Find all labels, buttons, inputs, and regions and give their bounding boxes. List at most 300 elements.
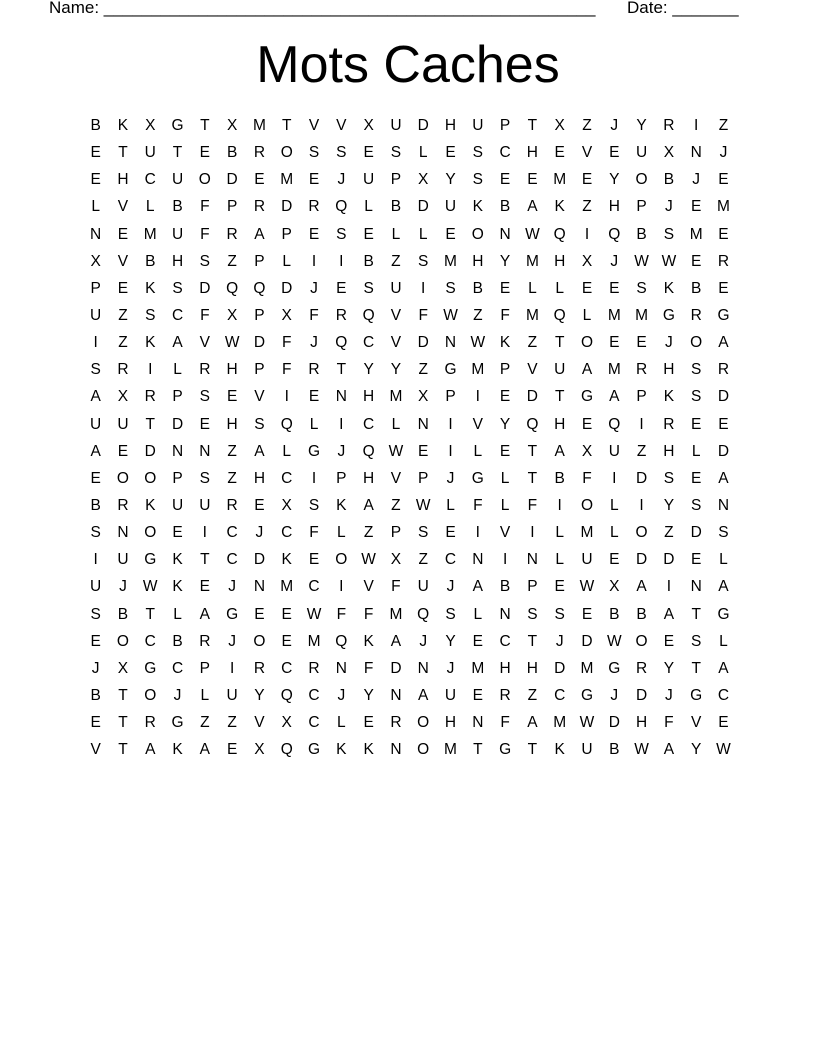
grid-letter: D	[690, 524, 702, 542]
grid-letter: E	[308, 388, 320, 406]
grid-letter: J	[610, 117, 619, 135]
grid-letter: E	[254, 497, 265, 515]
grid-letter: C	[499, 632, 511, 650]
grid-letter: H	[444, 117, 457, 135]
grid-letter: L	[528, 279, 537, 297]
grid-letter: C	[281, 524, 293, 542]
grid-letter: W	[224, 334, 240, 352]
grid-letter: N	[690, 144, 702, 162]
grid-letter: Q	[226, 279, 239, 297]
grid-letter: U	[635, 144, 648, 162]
grid-letter: J	[255, 524, 264, 542]
grid-letter: N	[335, 388, 347, 406]
grid-letter: E	[718, 171, 729, 189]
grid-letter: O	[253, 632, 266, 650]
grid-letter: F	[336, 605, 347, 623]
grid-letter: R	[390, 714, 402, 732]
grid-letter: G	[307, 442, 321, 460]
grid-letter: L	[719, 632, 728, 650]
grid-letter: B	[172, 632, 183, 650]
grid-letter: L	[500, 469, 510, 487]
grid-letter: E	[663, 632, 675, 650]
grid-letter: P	[199, 659, 210, 677]
grid-letter: N	[717, 497, 730, 515]
grid-row	[82, 601, 738, 628]
grid-letter: Y	[663, 659, 675, 677]
grid-row	[82, 465, 738, 492]
grid-letter: E	[691, 469, 702, 487]
grid-letter: Z	[527, 334, 538, 352]
grid-letter: J	[119, 578, 127, 596]
grid-letter: E	[581, 415, 593, 433]
grid-letter: R	[253, 659, 266, 677]
grid-letter: J	[91, 659, 100, 677]
grid-letter: U	[90, 415, 102, 433]
grid-letter: Z	[227, 442, 237, 460]
date-field-label: Date: _______	[627, 0, 739, 17]
grid-letter: R	[117, 497, 129, 515]
grid-letter: K	[172, 741, 183, 759]
grid-letter: W	[716, 741, 731, 759]
grid-letter: O	[580, 497, 594, 515]
grid-letter: I	[229, 659, 235, 677]
grid-letter: G	[471, 469, 484, 487]
grid-letter: M	[471, 659, 485, 677]
grid-letter: B	[226, 144, 238, 162]
grid-letter: L	[337, 714, 346, 732]
grid-letter: C	[717, 687, 730, 705]
grid-letter: G	[662, 307, 675, 325]
grid-letter: S	[336, 144, 347, 162]
grid-letter: A	[663, 741, 675, 759]
grid-letter: I	[448, 442, 453, 460]
grid-letter: K	[172, 578, 183, 596]
grid-letter: Q	[280, 687, 293, 705]
grid-letter: S	[445, 279, 456, 297]
grid-letter: Z	[118, 307, 128, 325]
grid-letter: L	[719, 551, 728, 569]
grid-letter: J	[692, 171, 701, 189]
grid-letter: C	[144, 171, 156, 189]
grid-letter: D	[390, 659, 402, 677]
grid-letter: F	[281, 334, 292, 352]
grid-letter: S	[145, 307, 156, 325]
grid-letter: P	[445, 388, 456, 406]
grid-letter: N	[390, 741, 402, 759]
grid-letter: S	[472, 171, 483, 189]
grid-letter: T	[118, 741, 128, 759]
grid-letter: D	[635, 469, 648, 487]
grid-letter: U	[117, 551, 129, 569]
grid-letter: K	[363, 632, 374, 650]
grid-letter: A	[199, 605, 210, 623]
grid-letter: E	[472, 632, 483, 650]
grid-letter: T	[118, 687, 128, 705]
grid-letter: G	[171, 714, 184, 732]
grid-letter: M	[444, 741, 457, 759]
grid-row	[82, 275, 738, 302]
grid-letter: T	[200, 551, 210, 569]
grid-letter: L	[418, 144, 428, 162]
grid-letter: Q	[553, 307, 566, 325]
grid-letter: E	[691, 415, 702, 433]
grid-letter: Q	[417, 605, 430, 623]
grid-letter: V	[472, 415, 483, 433]
grid-letter: L	[473, 442, 483, 460]
grid-letter: V	[254, 388, 265, 406]
grid-letter: G	[499, 741, 512, 759]
grid-letter: U	[390, 117, 402, 135]
grid-letter: H	[663, 442, 675, 460]
grid-letter: U	[444, 198, 457, 216]
grid-letter: J	[228, 632, 236, 650]
grid-letter: L	[473, 605, 483, 623]
header-row	[49, 0, 739, 18]
grid-letter: U	[390, 279, 402, 297]
grid-letter: Q	[280, 415, 293, 433]
grid-letter: O	[417, 714, 430, 732]
grid-letter: U	[171, 171, 184, 189]
grid-letter: S	[308, 497, 320, 515]
grid-letter: S	[199, 252, 210, 270]
grid-row	[82, 193, 738, 220]
grid-letter: C	[308, 687, 320, 705]
grid-letter: W	[525, 225, 540, 243]
grid-letter: Y	[663, 497, 675, 515]
grid-letter: K	[145, 497, 156, 515]
grid-letter: X	[281, 307, 292, 325]
grid-letter: H	[253, 469, 266, 487]
grid-letter: I	[639, 497, 644, 515]
grid-letter: A	[172, 334, 183, 352]
grid-letter: A	[90, 442, 101, 460]
grid-letter: E	[499, 388, 511, 406]
grid-letter: Q	[335, 198, 348, 216]
grid-letter: E	[281, 632, 292, 650]
grid-letter: E	[718, 225, 729, 243]
grid-letter: G	[444, 361, 457, 379]
grid-letter: D	[253, 334, 266, 352]
grid-row	[82, 438, 738, 465]
grid-letter: R	[199, 361, 211, 379]
grid-letter: P	[418, 469, 429, 487]
grid-letter: R	[253, 198, 266, 216]
grid-letter: E	[609, 334, 620, 352]
grid-row	[82, 166, 738, 193]
grid-letter: D	[417, 117, 429, 135]
grid-letter: M	[143, 225, 157, 243]
grid-letter: D	[663, 551, 675, 569]
grid-letter: M	[580, 659, 594, 677]
name-field-label: Name: ____________________________________________________	[49, 0, 596, 17]
grid-letter: Y	[363, 361, 374, 379]
grid-letter: Q	[335, 632, 348, 650]
grid-letter: U	[581, 551, 593, 569]
grid-letter: I	[202, 524, 207, 542]
grid-letter: O	[335, 551, 348, 569]
grid-letter: V	[527, 361, 538, 379]
grid-letter: A	[199, 741, 210, 759]
grid-letter: H	[226, 415, 238, 433]
grid-letter: E	[499, 442, 511, 460]
grid-letter: R	[253, 144, 266, 162]
grid-letter: B	[472, 279, 483, 297]
grid-letter: E	[527, 171, 538, 189]
grid-letter: C	[554, 687, 566, 705]
grid-letter: I	[339, 252, 344, 270]
grid-letter: C	[281, 659, 293, 677]
grid-letter: J	[446, 578, 455, 596]
grid-letter: V	[117, 252, 129, 270]
grid-letter: A	[254, 225, 265, 243]
grid-letter: L	[145, 198, 155, 216]
grid-letter: H	[554, 252, 566, 270]
grid-letter: T	[691, 659, 701, 677]
grid-letter: P	[226, 198, 238, 216]
grid-letter: X	[226, 117, 238, 135]
grid-letter: M	[553, 714, 567, 732]
grid-letter: O	[116, 469, 129, 487]
grid-letter: M	[553, 171, 567, 189]
grid-letter: K	[336, 497, 347, 515]
grid-letter: E	[281, 605, 292, 623]
grid-letter: B	[609, 605, 620, 623]
grid-letter: S	[308, 144, 320, 162]
grid-row	[82, 411, 738, 438]
grid-letter: I	[557, 497, 562, 515]
grid-letter: V	[499, 524, 511, 542]
grid-letter: U	[554, 361, 566, 379]
grid-letter: F	[281, 361, 292, 379]
grid-letter: V	[117, 198, 129, 216]
grid-letter: L	[691, 442, 701, 460]
grid-letter: I	[93, 334, 98, 352]
grid-letter: E	[363, 225, 374, 243]
grid-letter: P	[499, 117, 511, 135]
grid-letter: S	[172, 279, 183, 297]
grid-letter: I	[475, 524, 480, 542]
grid-letter: R	[335, 307, 347, 325]
grid-letter: R	[690, 307, 702, 325]
grid-letter: M	[607, 307, 621, 325]
grid-letter: N	[171, 442, 184, 460]
grid-letter: S	[390, 144, 402, 162]
grid-letter: G	[144, 659, 157, 677]
grid-letter: T	[527, 469, 538, 487]
grid-letter: D	[417, 334, 429, 352]
grid-letter: E	[90, 171, 101, 189]
grid-letter: U	[444, 687, 457, 705]
grid-letter: D	[281, 198, 293, 216]
grid-letter: M	[689, 225, 703, 243]
grid-row	[82, 356, 738, 383]
grid-letter: E	[90, 144, 101, 162]
grid-row	[82, 519, 738, 546]
grid-letter: X	[418, 388, 429, 406]
grid-letter: L	[609, 497, 619, 515]
grid-letter: J	[665, 198, 673, 216]
grid-letter: Y	[636, 117, 647, 135]
grid-letter: P	[527, 578, 538, 596]
grid-letter: P	[172, 388, 183, 406]
grid-letter: W	[443, 307, 458, 325]
grid-letter: O	[144, 524, 157, 542]
grid-letter: U	[363, 171, 375, 189]
grid-letter: C	[281, 469, 293, 487]
grid-letter: D	[199, 279, 211, 297]
grid-letter: S	[691, 497, 702, 515]
grid-letter: W	[606, 632, 622, 650]
grid-letter: E	[226, 388, 238, 406]
grid-letter: I	[612, 469, 617, 487]
grid-letter: C	[499, 144, 511, 162]
grid-letter: F	[664, 714, 674, 732]
grid-letter: N	[472, 551, 484, 569]
grid-letter: K	[663, 279, 675, 297]
grid-letter: P	[336, 469, 347, 487]
grid-letter: T	[172, 144, 183, 162]
grid-letter: J	[719, 144, 728, 162]
grid-letter: E	[199, 578, 210, 596]
grid-letter: D	[253, 551, 266, 569]
grid-letter: R	[144, 388, 156, 406]
grid-letter: S	[472, 144, 483, 162]
grid-letter: U	[581, 741, 593, 759]
grid-letter: I	[502, 551, 508, 569]
grid-letter: Q	[526, 415, 539, 433]
grid-letter: B	[90, 687, 101, 705]
grid-letter: X	[117, 388, 129, 406]
grid-letter: M	[307, 632, 321, 650]
grid-letter: V	[336, 117, 347, 135]
grid-letter: E	[363, 714, 374, 732]
grid-letter: Y	[363, 687, 374, 705]
grid-letter: A	[636, 578, 647, 596]
grid-letter: Y	[609, 171, 620, 189]
grid-letter: I	[694, 117, 699, 135]
grid-row	[82, 573, 738, 600]
grid-letter: M	[635, 307, 649, 325]
grid-letter: X	[281, 497, 292, 515]
grid-letter: L	[173, 361, 182, 379]
grid-letter: J	[419, 632, 428, 650]
grid-letter: G	[144, 551, 157, 569]
grid-letter: Z	[200, 714, 210, 732]
grid-letter: I	[339, 578, 344, 596]
grid-letter: T	[118, 144, 128, 162]
grid-letter: V	[581, 144, 593, 162]
grid-letter: U	[144, 144, 156, 162]
grid-letter: Z	[391, 497, 401, 515]
grid-letter: H	[499, 659, 511, 677]
grid-letter: F	[200, 198, 210, 216]
grid-letter: H	[171, 252, 184, 270]
grid-letter: R	[717, 361, 730, 379]
grid-letter: J	[610, 252, 619, 270]
grid-letter: T	[145, 605, 155, 623]
grid-letter: Q	[253, 279, 266, 297]
grid-letter: K	[472, 198, 483, 216]
grid-letter: I	[284, 388, 289, 406]
grid-letter: E	[581, 171, 593, 189]
grid-letter: W	[142, 578, 158, 596]
grid-letter: F	[309, 307, 319, 325]
grid-letter: L	[91, 198, 100, 216]
grid-letter: F	[363, 659, 374, 677]
grid-letter: K	[336, 741, 347, 759]
grid-letter: T	[336, 361, 347, 379]
grid-row	[82, 139, 738, 166]
grid-letter: Z	[473, 307, 483, 325]
grid-letter: B	[609, 741, 620, 759]
grid-letter: S	[336, 225, 347, 243]
grid-letter: S	[554, 605, 565, 623]
grid-letter: M	[471, 361, 485, 379]
grid-letter: O	[116, 632, 129, 650]
grid-letter: C	[308, 714, 320, 732]
grid-letter: I	[421, 279, 426, 297]
grid-letter: I	[93, 551, 98, 569]
grid-letter: E	[90, 632, 101, 650]
grid-letter: Z	[227, 469, 237, 487]
grid-letter: N	[472, 714, 484, 732]
grid-letter: L	[391, 225, 401, 243]
grid-letter: C	[144, 632, 156, 650]
grid-letter: R	[499, 687, 511, 705]
grid-letter: B	[636, 225, 647, 243]
grid-letter: M	[444, 252, 457, 270]
grid-letter: L	[418, 225, 428, 243]
grid-letter: A	[390, 632, 402, 650]
grid-letter: I	[639, 415, 644, 433]
grid-letter: L	[364, 198, 373, 216]
grid-letter: Y	[691, 741, 702, 759]
grid-row	[82, 682, 738, 709]
grid-letter: W	[415, 497, 431, 515]
grid-letter: V	[363, 578, 374, 596]
grid-row	[82, 546, 738, 573]
grid-letter: S	[718, 524, 729, 542]
grid-letter: F	[200, 225, 210, 243]
grid-letter: O	[144, 469, 157, 487]
grid-letter: J	[228, 578, 236, 596]
grid-letter: K	[145, 334, 156, 352]
grid-letter: T	[554, 388, 565, 406]
grid-row	[82, 628, 738, 655]
grid-letter: Z	[664, 524, 674, 542]
grid-letter: A	[718, 659, 729, 677]
grid-letter: D	[554, 659, 566, 677]
grid-letter: E	[172, 524, 183, 542]
grid-letter: G	[171, 117, 184, 135]
grid-letter: X	[145, 117, 156, 135]
grid-letter: D	[281, 279, 293, 297]
grid-letter: I	[339, 415, 344, 433]
grid-letter: A	[581, 361, 593, 379]
grid-letter: E	[336, 279, 347, 297]
grid-row	[82, 492, 738, 519]
grid-letter: N	[199, 442, 211, 460]
grid-letter: Y	[445, 632, 456, 650]
grid-letter: E	[90, 714, 101, 732]
grid-letter: X	[663, 144, 675, 162]
grid-letter: B	[636, 605, 647, 623]
grid-letter: H	[663, 361, 675, 379]
grid-letter: B	[363, 252, 374, 270]
grid-letter: U	[608, 442, 620, 460]
grid-letter: E	[226, 741, 238, 759]
grid-letter: V	[691, 714, 702, 732]
